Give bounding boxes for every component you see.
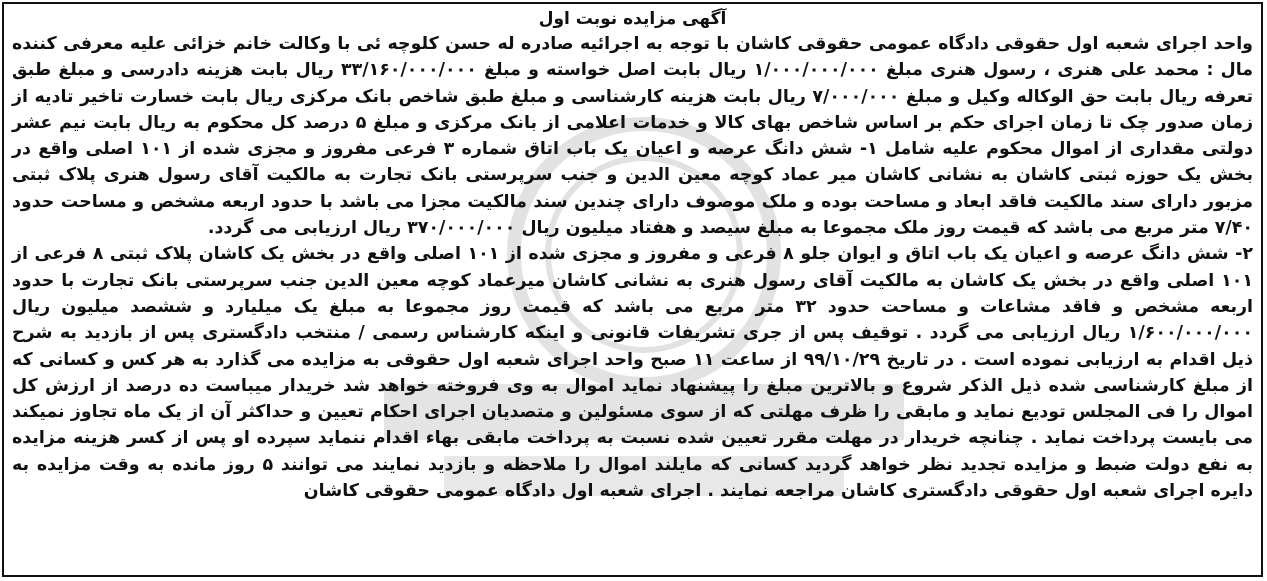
notice-paragraph-1: واحد اجرای شعبه اول حقوقی دادگاه عمومی حقوقی کاشان با توجه به اجرائیه صادره له حسن کلوچه ئی با وکالت خانم خزائی علیه معرفی کننده مال : محمد علی هنری ، رسول هنری مبلغ ۱/۰۰۰/۰۰۰/۰۰۰ ریال بابت اصل خواسته و مبلغ ۳۳/۱۶۰/۰۰۰/۰۰۰ ریال بابت هزینه دادرسی و مبلغ طبق تعرفه ریال بابت حق الوکاله وکیل و مبلغ ۷/۰۰۰/۰۰۰ ریال بابت هزینه کارشناسی و مبلغ طبق شاخص بانک مرکزی ریال بابت خسارت تاخیر تادیه از زمان صدور چک تا زمان اجرای حکم بر اساس شاخص بهای کالا و خدمات اعلامی از بانک مرکزی و مبلغ ۵ درصد کل محکوم به ریال بابت نیم عشر دولتی مقداری از اموال محکوم علیه شامل ۱- شش دانگ عرصه و اعیان یک باب اتاق شماره ۳ فرعی مفروز و مجزی شده از ۱۰۱ اصلی واقع در بخش یک حوزه ثبتی کاشان به نشانی کاشان میر عماد کوچه معین الدین و جنب سرپرستی بانک تجارت به مالکیت آقای رسول هنری پلاک ثبتی مزبور دارای سند مالکیت فاقد ابعاد و مساحت بوده و ملک موصوف دارای چندین سند مالکیت مجزا می باشد با حدود اربعه مشخص و مساحت حدود ۷/۴۰ متر مربع می باشد که قیمت روز ملک مجموعا به مبلغ سیصد و هفتاد میلیون ریال ۳۷۰/۰۰۰/۰۰۰ ریال ارزیابی می گردد.	[12, 34, 1254, 239]
notice-paragraph-2: ۲- شش دانگ عرصه و اعیان یک باب اتاق و ایوان جلو ۸ فرعی و مفروز و مجزی شده از ۱۰۱ اصلی واقع در بخش یک کاشان پلاک ثبتی ۸ فرعی از ۱۰۱ اصلی واقع در بخش یک کاشان به مالکیت آقای رسول هنری به نشانی کاشان میرعماد کوچه معین الدین جنب سرپرستی بانک تجارت با حدود اربعه مشخص و فاقد مشاعات و مساحت حدود ۳۲ متر مربع می باشد که قیمت روز مجموعا به مبلغ یک میلیارد و ششصد میلیون ریال ۱/۶۰۰/۰۰۰/۰۰۰ ریال ارزیابی می گردد . توقیف پس از جری تشریفات قانونی و اینکه کارشناس رسمی / منتخب دادگستری پس از بازدید به شرح ذیل اقدام به ارزیابی نموده است . در تاریخ ۹۹/۱۰/۲۹ از ساعت ۱۱ صبح واحد اجرای شعبه اول حقوقی به مزایده می گذارد به هر کس و کسانی که از مبلغ کارشناسی شده ذیل الذکر شروع و بالاترین مبلغ را پیشنهاد نماید اموال به وی فروخته خواهد شد خریدار میباست ده درصد از ارزش کل اموال را فی المجلس تودیع نماید و مابقی را ظرف مهلتی که از سوی مسئولین و متصدیان اجرای احکام تعیین و حداکثر آن از یک ماه تجاوز نمیکند می بایست پرداخت نماید . چنانچه خریدار در مهلت مقرر تعیین شده نسبت به پرداخت مابقی بهاء اقدام ننماید سپرده او پس از کسر هزینه مزایده به نفع دولت ضبط و مزایده تجدید نظر خواهد گردید کسانی که مایلند اموال را ملاحظه و بازدید نمایند می توانند ۵ روز مانده به وقت مزایده به دایره اجرای شعبه اول حقوقی دادگستری کاشان مراجعه نمایند . اجرای شعبه اول دادگاه عمومی حقوقی کاشان	[12, 244, 1253, 502]
notice-title: آگهی مزایده نوبت اول	[538, 9, 727, 29]
auction-notice	[2, 2, 1263, 577]
notice-body	[12, 31, 1253, 504]
